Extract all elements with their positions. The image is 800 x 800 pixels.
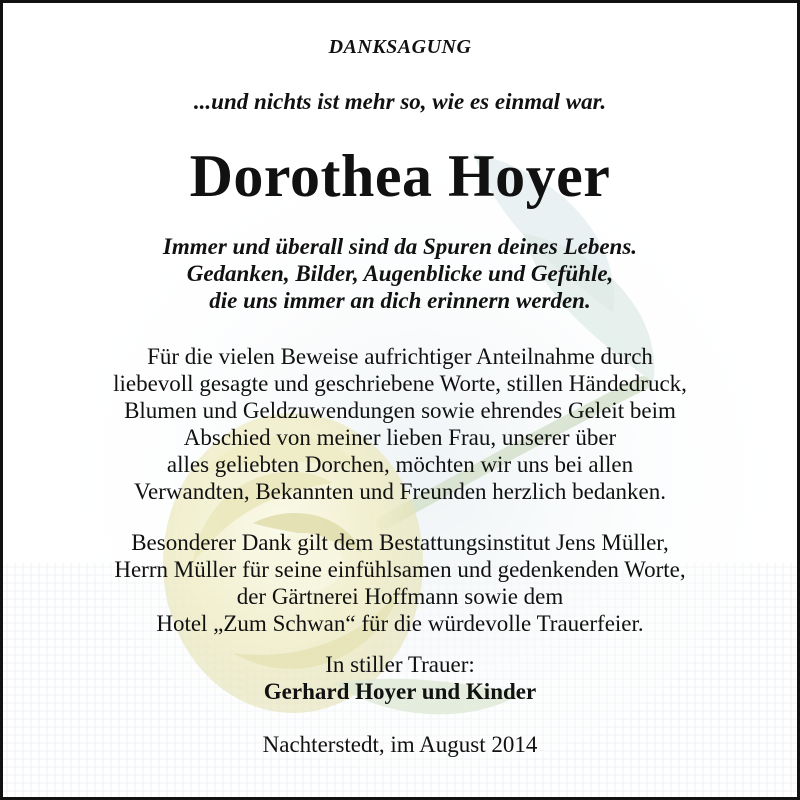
thanks-line: Abschied von meiner lieben Frau, unserer über: [183, 425, 617, 450]
thanks-line: Blumen und Geldzuwendungen sowie ehrendes Geleit beim: [124, 398, 676, 423]
thanks-line: Für die vielen Beweise aufrichtiger Anteilnahme durch: [147, 344, 653, 369]
special-thanks-line: Hotel „Zum Schwan“ für die würdevolle Trauerfeier.: [156, 611, 644, 636]
sorrow-line: In stiller Trauer:: [325, 652, 475, 677]
family-signature: Gerhard Hoyer und Kinder: [263, 679, 537, 704]
special-thanks-line: der Gärtnerei Hoffmann sowie dem: [236, 584, 564, 609]
place-date: Nachterstedt, im August 2014: [262, 732, 538, 757]
thanks-paragraph: [3, 343, 797, 505]
thanks-line: liebevoll gesagte und geschriebene Worte, stillen Händedruck,: [113, 371, 687, 396]
verse-line: Gedanken, Bilder, Augenblicke und Gefühle,: [186, 261, 614, 286]
deceased-name: Dorothea Hoyer: [189, 143, 611, 209]
verse-line: die uns immer an dich erinnern werden.: [209, 288, 591, 313]
thanks-line: Verwandten, Bekannten und Freunden herzlich bedanken.: [133, 479, 666, 504]
special-thanks-line: Besonderer Dank gilt dem Bestattungsinstitut Jens Müller,: [131, 530, 669, 555]
notice-text: [3, 3, 797, 797]
motto: ...und nichts ist mehr so, wie es einmal war.: [193, 89, 607, 114]
thanks-line: alles geliebten Dorchen, möchten wir uns bei allen: [166, 452, 634, 477]
heading: DANKSAGUNG: [328, 36, 472, 58]
special-thanks-paragraph: [3, 529, 797, 637]
special-thanks-line: Herrn Müller für seine einfühlsamen und gedenkenden Worte,: [114, 557, 686, 582]
memorial-verse: [3, 233, 797, 314]
verse-line: Immer und überall sind da Spuren deines Lebens.: [162, 234, 638, 259]
